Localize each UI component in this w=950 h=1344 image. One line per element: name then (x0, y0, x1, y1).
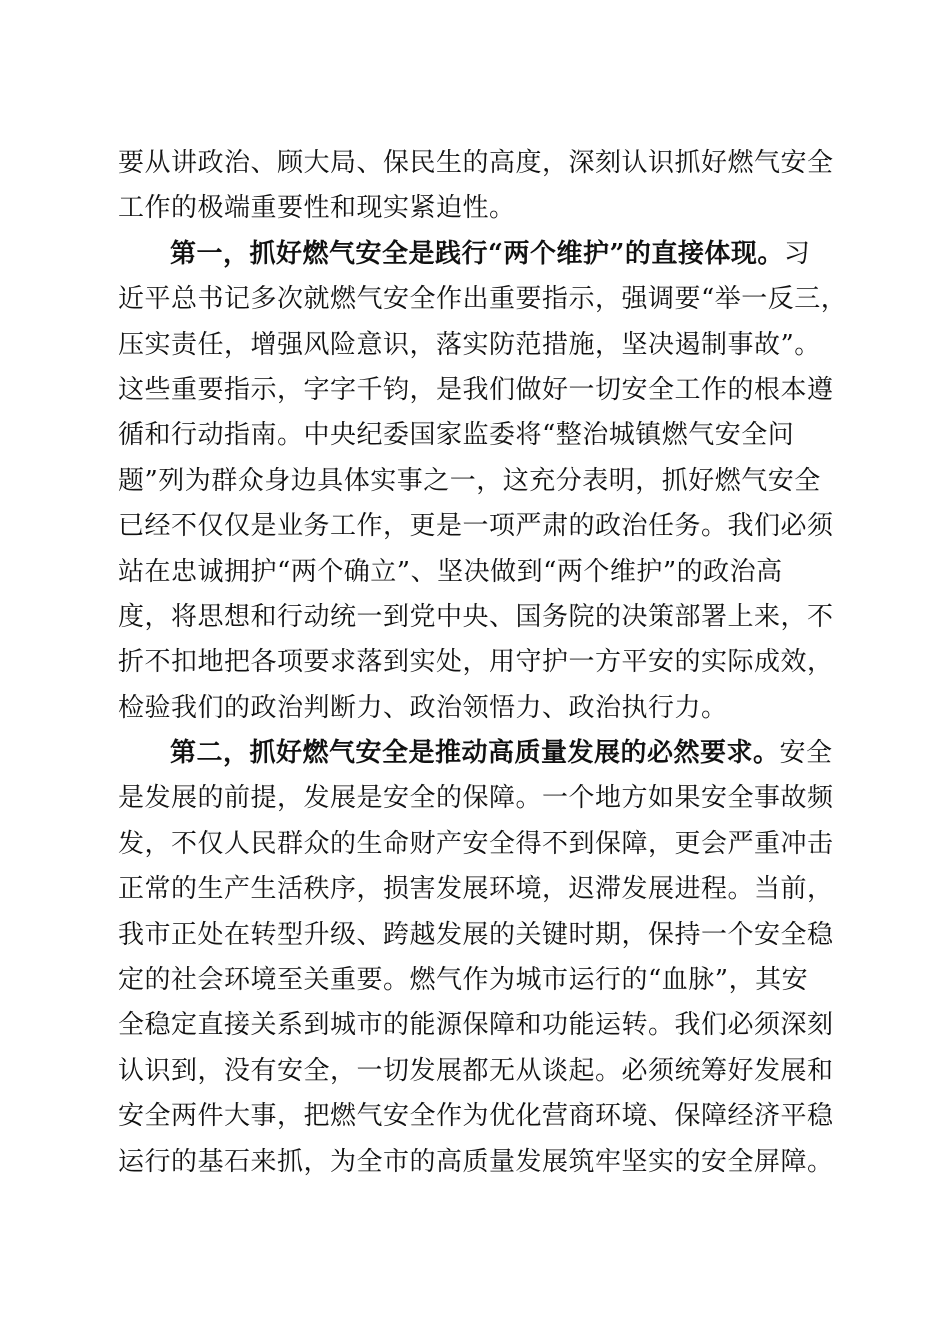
text-line (118, 141, 834, 186)
line-text: 压实责任，增强风险意识，落实防范措施，坚决遏制事故”。 (118, 329, 821, 360)
text-line (118, 323, 834, 368)
line-text: 认识到，没有安全，一切发展都无从谈起。必须统筹好发展和 (118, 1055, 834, 1086)
text-line (118, 686, 834, 731)
line-text: 折不扣地把各项要求落到实处，用守护一方平安的实际成效， (118, 647, 834, 678)
line-text: 是发展的前提，发展是安全的保障。一个地方如果安全事故频 (118, 783, 834, 814)
text-line (118, 640, 834, 685)
text-line (118, 958, 834, 1003)
line-text: 正常的生产生活秩序，损害发展环境，迟滞发展进程。当前， (118, 874, 834, 905)
line-text: 我市正处在转型升级、跨越发展的关键时期，保持一个安全稳 (118, 919, 834, 950)
text-line (118, 1094, 834, 1139)
text-line (118, 186, 834, 231)
line-text: 站在忠诚拥护“两个确立”、坚决做到“两个维护”的政治高 (118, 556, 783, 587)
text-line (118, 277, 848, 322)
line-text: 工作的极端重要性和现实紧迫性。 (118, 193, 516, 224)
line-text: 题”列为群众身边具体实事之一，这充分表明，抓好燃气安全 (118, 465, 821, 496)
line-text: 这些重要指示，字字千钧，是我们做好一切安全工作的根本遵 (118, 374, 834, 405)
text-line (118, 776, 834, 821)
text-line (118, 413, 834, 458)
text-line (118, 867, 834, 912)
section-heading-two: 第二，抓好燃气安全是推动高质量发展的必然要求。 (170, 738, 780, 769)
line-text: 定的社会环境至关重要。燃气作为城市运行的“血脉”，其安 (118, 965, 809, 996)
line-text: 发，不仅人民群众的生命财产安全得不到保障，更会严重冲击 (118, 828, 834, 859)
text-line (118, 822, 834, 867)
paragraph-first-line (118, 232, 834, 277)
text-line (118, 368, 834, 413)
text-line (118, 459, 834, 504)
line-text: 要从讲政治、顾大局、保民生的高度，深刻认识抓好燃气安全 (118, 148, 834, 178)
paragraph-first-line (118, 731, 834, 776)
line-text: 全稳定直接关系到城市的能源保障和功能运转。我们必须深刻 (118, 1010, 834, 1041)
text-line (118, 1003, 834, 1048)
line-text: 已经不仅仅是业务工作，更是一项严肃的政治任务。我们必须 (118, 511, 834, 542)
line-text: 习 (783, 238, 811, 269)
text-line (118, 1140, 834, 1185)
text-line (118, 913, 834, 958)
document-body (118, 141, 848, 1185)
line-text: 安全两件大事，把燃气安全作为优化营商环境、保障经济平稳 (118, 1101, 834, 1132)
line-text: 安全 (779, 738, 833, 769)
line-text: 运行的基石来抓，为全市的高质量发展筑牢坚实的安全屏障。 (118, 1146, 834, 1177)
line-text: 度，将思想和行动统一到党中央、国务院的决策部署上来，不 (118, 601, 834, 632)
text-line (118, 504, 834, 549)
text-line (118, 595, 834, 640)
line-text: 循和行动指南。中央纪委国家监委将“整治城镇燃气安全问 (118, 420, 795, 451)
line-text: 检验我们的政治判断力、政治领悟力、政治执行力。 (118, 692, 728, 723)
line-text: 近平总书记多次就燃气安全作出重要指示，强调要“举一反三， (118, 284, 848, 315)
text-line (118, 550, 834, 595)
section-heading-one: 第一，抓好燃气安全是践行“两个维护”的直接体现。 (170, 238, 784, 269)
text-line (118, 1049, 834, 1094)
